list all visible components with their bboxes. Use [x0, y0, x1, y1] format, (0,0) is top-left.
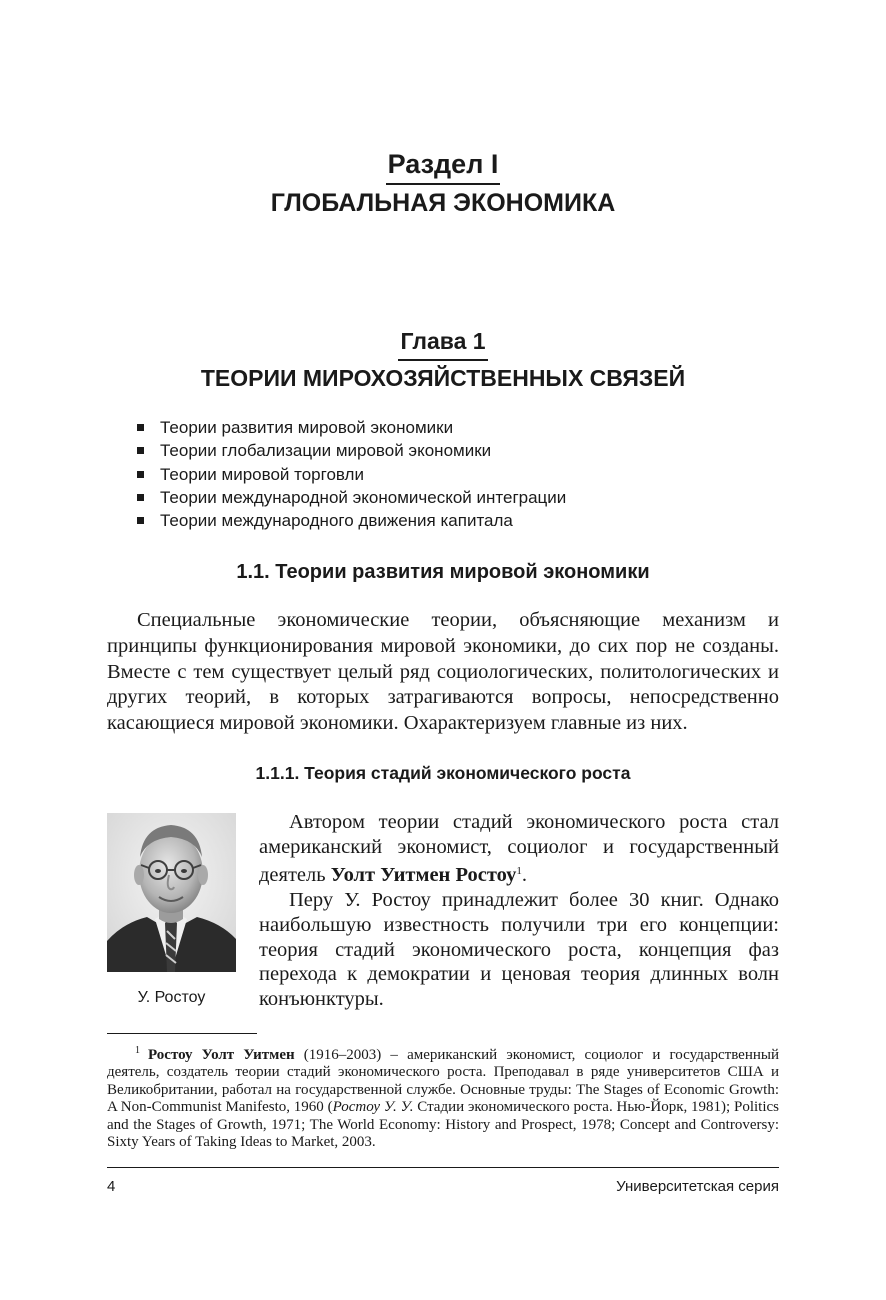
topic-label: Теории развития мировой экономики: [160, 418, 454, 437]
chapter-label-text: Глава 1: [398, 325, 487, 361]
footnote-mark: 1: [135, 1045, 140, 1056]
bullet-icon: [137, 517, 144, 524]
footnote-text-b: Стадии экономического роста. Нью-Йорк, 1981); Politics and the Stages of Growth, 1971; The World Economy: History and Prospect, 1978; Concept and Controversy: Sixty Years of Taking Ideas to Market, 2003.: [107, 1099, 779, 1151]
rostow-portrait-image: [107, 813, 236, 972]
subsubsection-heading-text: 1.1.1. Теория стадий экономического роста: [255, 763, 631, 783]
chapter-title: ТЕОРИИ МИРОХОЗЯЙСТВЕННЫХ СВЯЗЕЙ: [200, 365, 686, 391]
list-item: [136, 463, 566, 486]
rostow-text: [259, 810, 779, 1012]
footnote-name: Ростоу Уолт Уитмен: [148, 1047, 295, 1063]
list-item: [136, 486, 566, 509]
portrait-illustration: [107, 813, 236, 972]
rostow-paragraph-1: [259, 810, 779, 888]
author-name: Уолт Уитмен Ростоу: [330, 864, 517, 887]
paragraph-lead: Автором теории стадий экономического роста стал американский экономист, социолог и государственный деятель: [259, 811, 779, 887]
footnote-divider: [107, 1033, 257, 1034]
topic-label: Теории мировой торговли: [160, 464, 364, 484]
footnote-text-a: (1916–2003) – американский экономист, социолог и государственный деятель, создатель теории стадий экономического роста. Преподавал в ряде университетов США и Великобритании, работал на государственной службе. Основные труды: The Stages of Economic Growth: A Non-Communist Manifesto, 1960 (: [107, 1047, 780, 1116]
list-item: [136, 439, 566, 462]
subsection-heading: 1.1. Теории развития мировой экономики: [236, 561, 650, 583]
topic-label: Теории глобализации мировой экономики: [160, 441, 492, 461]
section-title: ГЛОБАЛЬНАЯ ЭКОНОМИКА: [270, 189, 616, 217]
list-item: [136, 509, 566, 532]
section-label-text: Раздел I: [386, 147, 501, 185]
footer-divider: [107, 1167, 779, 1168]
intro-paragraph-text: Специальные экономические теории, объясняющие механизм и принципы функционирования мировой экономики, до сих пор не созданы. Вместе с тем существует целый ряд социологических, политологических и других теорий, в которых затрагиваются вопросы, непосредственно касающиеся мировой экономики. Охарактеризуем главные из них.: [107, 609, 779, 735]
topic-label: Теории международной экономической интеграции: [160, 487, 567, 507]
chapter-label: [0, 325, 886, 361]
chapter-topics-list: [136, 416, 566, 532]
series-label: Университетская серия: [616, 1178, 779, 1195]
list-item: [136, 416, 566, 439]
paragraph-end: .: [521, 864, 527, 887]
photo-caption: У. Ростоу: [137, 989, 206, 1006]
rostow-paragraph-2: Перу У. Ростоу принадлежит более 30 книг. Однако наибольшую известность получили три его концепции: теория стадий экономического роста, концепция фаз перехода к демократии и ценовая теория длинных волн конъюнктуры.: [259, 889, 779, 1010]
bullet-icon: [137, 471, 144, 478]
bullet-icon: [137, 447, 144, 454]
intro-paragraph: [107, 608, 779, 737]
page-number: 4: [107, 1178, 116, 1195]
section-label: [0, 147, 886, 185]
footnote-text-italic: Ростоу У. У.: [332, 1099, 414, 1116]
footnote-reference[interactable]: 1: [516, 865, 522, 878]
footnote: [107, 1042, 779, 1151]
bullet-icon: [137, 424, 144, 431]
topic-label: Теории международного движения капитала: [160, 511, 513, 531]
subsubsection-heading: [0, 760, 886, 786]
bullet-icon: [137, 494, 144, 501]
